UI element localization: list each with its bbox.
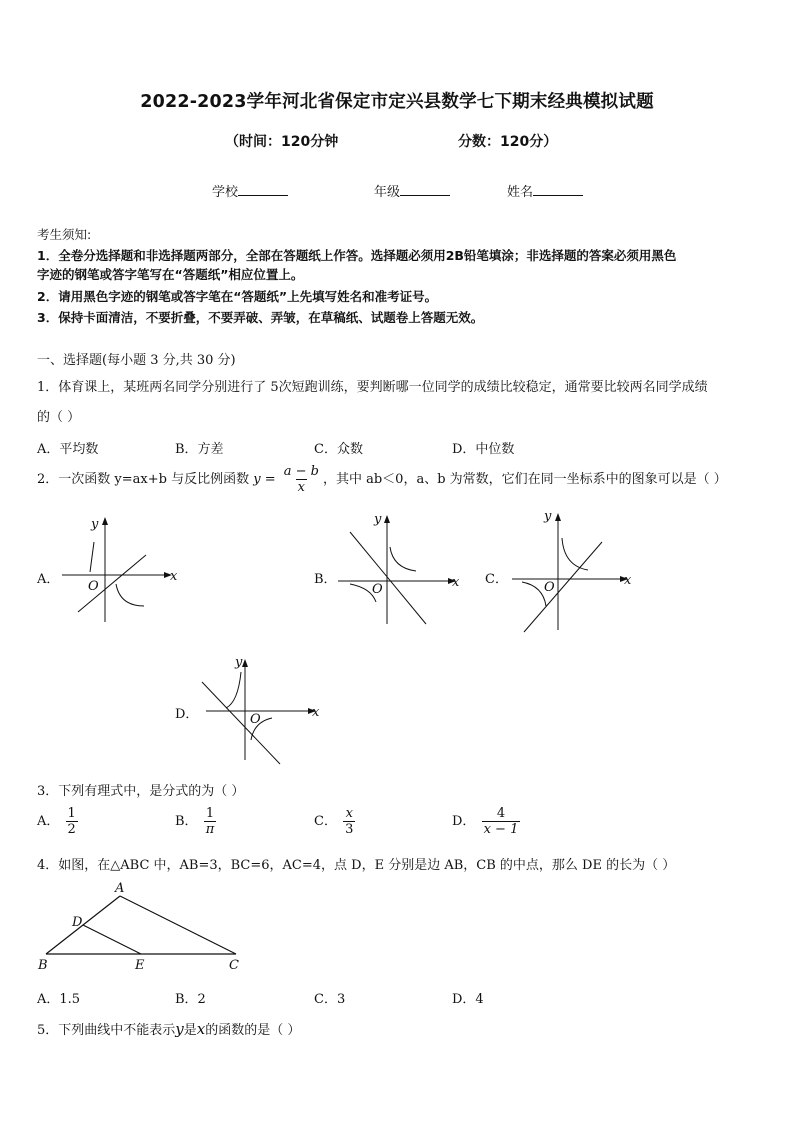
- q2-graph-a-origin: O: [88, 579, 99, 594]
- grade-label: 年级: [374, 185, 401, 200]
- q2-graph-a-label: A．: [37, 572, 60, 587]
- q2-graph-a-y-label: y: [91, 517, 99, 532]
- exam-score: 分数：120分）: [458, 134, 558, 150]
- q3-option-d-num: 4: [496, 806, 506, 821]
- grade-field: [374, 181, 450, 200]
- q4-point-b: B: [38, 958, 48, 973]
- q2-graph-c-y-label: y: [544, 509, 552, 524]
- q2-graph-c-label: C．: [485, 572, 508, 587]
- q1-option-d: D．中位数: [452, 442, 515, 457]
- q5-stem: [37, 1019, 300, 1038]
- q4-option-a: A．1.5: [37, 992, 81, 1007]
- q3-option-d-den: x − 1: [483, 822, 519, 837]
- q3-option-a-den: 2: [67, 822, 76, 837]
- q2-graph-b-origin: O: [372, 582, 383, 597]
- q4-point-d: D: [72, 915, 83, 930]
- exam-time: （时间：120分钟: [225, 134, 339, 150]
- q2-graph-c: [508, 508, 634, 636]
- q2-y-eq: y =: [253, 472, 276, 487]
- q5-stem-before: 5．下列曲线中不能表示: [37, 1023, 176, 1038]
- q3-option-d: [452, 806, 522, 837]
- q2-stem-before: 2．一次函数 y=ax+b 与反比例函数: [37, 472, 250, 487]
- q2-graph-b-y-label: y: [374, 512, 382, 527]
- notice-item: 3．保持卡面清洁，不要折叠，不要弄破、弄皱，在草稿纸、试题卷上答题无效。: [37, 310, 484, 325]
- q4-point-c: C: [229, 958, 239, 973]
- q1-option-c: C．众数: [314, 442, 363, 457]
- q1-option-a: A．平均数: [37, 442, 99, 457]
- notice-item: 1．全卷分选择题和非选择题两部分，全部在答题纸上作答。选择题必须用2B铅笔填涂；非选择题的答案必须用黑色: [37, 248, 677, 263]
- q2-frac-den: x: [297, 480, 306, 495]
- q3-option-b-den: π: [205, 822, 215, 837]
- q2-stem: [37, 464, 727, 495]
- q5-x: x: [196, 1020, 206, 1038]
- q1-stem-line2: 的（ ）: [37, 410, 81, 425]
- q2-graph-d-x-label: x: [312, 705, 320, 720]
- q2-graph-c-origin: O: [544, 580, 555, 595]
- q3-stem: 3．下列有理式中，是分式的为（ ）: [37, 784, 245, 799]
- q2-graph-a: [58, 514, 178, 624]
- q3-option-c: [314, 806, 357, 837]
- name-label: 姓名: [507, 185, 534, 200]
- q1-option-b: B．方差: [175, 442, 224, 457]
- q3-option-b-num: 1: [205, 806, 215, 821]
- q4-option-d: D．4: [452, 992, 484, 1007]
- q2-graph-d-label: D．: [175, 707, 199, 722]
- q2-graph-d-origin: O: [250, 712, 261, 727]
- q4-point-e: E: [135, 958, 145, 973]
- q4-option-b: B．2: [175, 992, 206, 1007]
- q1-stem-line1: 1．体育课上，某班两名同学分别进行了 5次短跑训练，要判断哪一位同学的成绩比较稳定，通常要比较两名同学成绩: [37, 380, 708, 395]
- q2-fraction: [282, 464, 321, 495]
- q3-option-a: [37, 806, 80, 837]
- q2-graph-d: [200, 654, 326, 766]
- q3-option-b-letter: B．: [175, 814, 198, 829]
- q2-frac-num: a − b: [283, 464, 319, 479]
- notice-item: 字迹的钢笔或答字笔写在“答题纸”相应位置上。: [37, 267, 304, 282]
- grade-blank: [400, 183, 450, 196]
- q3-option-c-frac: [343, 806, 355, 837]
- section-heading: 一、选择题(每小题 3 分,共 30 分): [37, 353, 236, 368]
- q3-option-a-letter: A．: [37, 814, 60, 829]
- q2-graph-d-y-label: y: [235, 655, 243, 670]
- q5-stem-mid: 是: [183, 1023, 197, 1038]
- q3-option-c-letter: C．: [314, 814, 337, 829]
- q4-triangle-figure: [36, 882, 246, 972]
- q2-graph-b-x-label: x: [452, 575, 460, 590]
- q3-option-a-frac: [66, 806, 78, 837]
- school-field: [212, 181, 288, 200]
- q3-option-b-frac: [204, 806, 217, 837]
- school-blank: [238, 183, 288, 196]
- name-field: [507, 181, 583, 200]
- q2-graph-c-x-label: x: [624, 573, 632, 588]
- q2-graph-b-label: B．: [314, 572, 337, 587]
- q2-stem-after: ，其中 ab＜0，a、b 为常数，它们在同一坐标系中的图象可以是（ ）: [322, 472, 727, 487]
- q4-point-a: A: [115, 881, 125, 896]
- q5-y: y: [175, 1020, 184, 1038]
- notice-item: 2．请用黑色字迹的钢笔或答字笔在“答题纸”上先填写姓名和准考证号。: [37, 289, 438, 304]
- q3-option-c-den: 3: [345, 822, 354, 837]
- q4-option-c: C．3: [314, 992, 346, 1007]
- q3-option-d-frac: [482, 806, 521, 837]
- q3-option-b: [175, 806, 218, 837]
- name-blank: [533, 183, 583, 196]
- q3-option-c-num: x: [345, 806, 353, 821]
- q2-graph-b: [336, 510, 462, 628]
- q3-option-d-letter: D．: [452, 814, 476, 829]
- q4-stem: 4．如图，在△ABC 中，AB=3，BC=6，AC=4，点 D，E 分别是边 AB，CB 的中点，那么 DE 的长为（ ）: [37, 858, 676, 873]
- q5-stem-after: 的函数的是（ ）: [205, 1023, 301, 1038]
- q2-graph-a-x-label: x: [170, 569, 178, 584]
- q3-option-a-num: 1: [67, 806, 76, 821]
- notice-title: 考生须知:: [37, 227, 92, 242]
- page-title: 2022-2023学年河北省保定市定兴县数学七下期末经典模拟试题: [140, 92, 654, 112]
- school-label: 学校: [212, 185, 239, 200]
